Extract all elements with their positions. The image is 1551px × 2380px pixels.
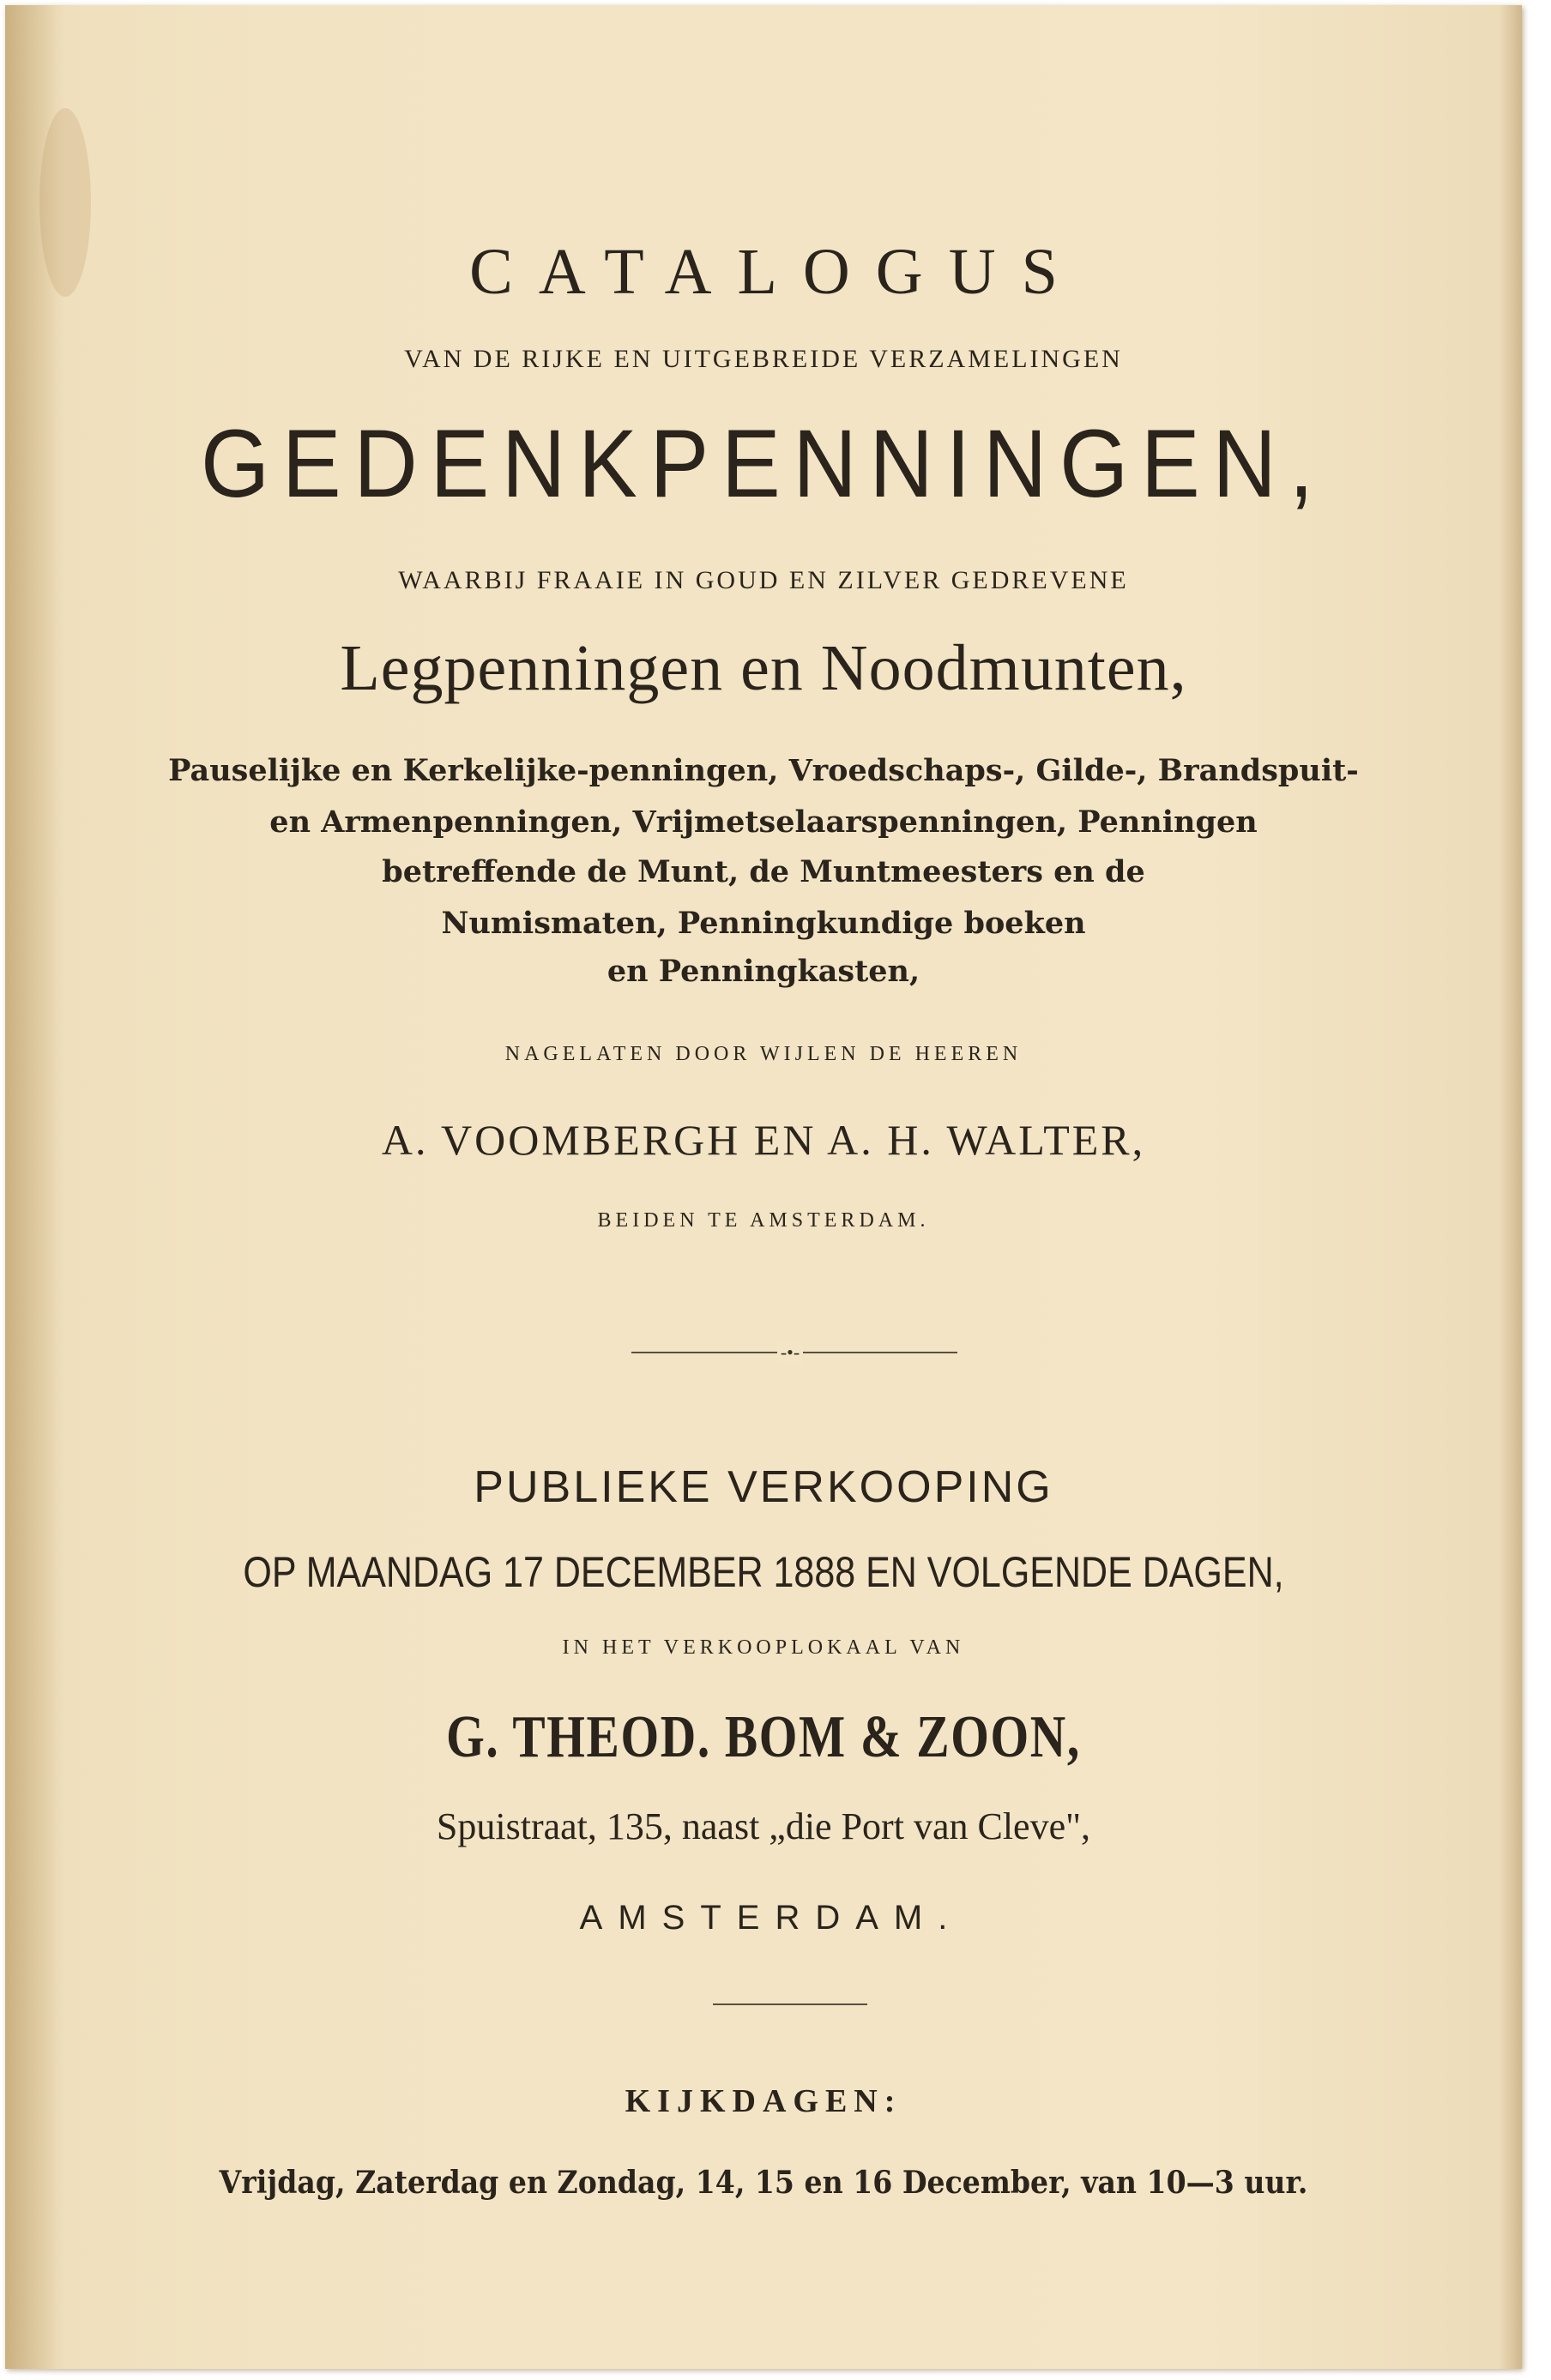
title-page: [5, 5, 1522, 2369]
short-rule: [713, 2003, 867, 2005]
legpenningen-line: Legpenningen en Noodmunten,: [340, 632, 1187, 704]
viewing-days: Vrijdag, Zaterdag en Zondag, 14, 15 en 16 December, van 10—3 uur.: [219, 2165, 1308, 2201]
location-intro: IN HET VERKOOPLOKAAL VAN: [562, 1636, 965, 1659]
divider-ornament: -•-: [777, 1340, 803, 1365]
auction-address: Spuistraat, 135, naast „die Port van Cleve",: [436, 1805, 1091, 1847]
collector-names: A. VOOMBERGH EN A. H. WALTER,: [381, 1116, 1146, 1164]
auction-city: AMSTERDAM.: [579, 1899, 963, 1937]
main-heading: GEDENKPENNINGEN,: [201, 410, 1326, 517]
waarbij-line: WAARBIJ FRAAIE IN GOUD EN ZILVER GEDREVENE: [398, 566, 1129, 594]
description-line: en Armenpenningen, Vrijmetselaarspenningen, Penningen: [269, 804, 1258, 840]
nagelaten-line: NAGELATEN DOOR WIJLEN DE HEEREN: [504, 1043, 1023, 1065]
catalogue-title: CATALOGUS: [469, 236, 1083, 308]
description-line: Pauselijke en Kerkelijke-penningen, Vroedschaps-, Gilde-, Brandspuit-: [168, 753, 1359, 788]
viewing-heading: KIJKDAGEN:: [625, 2083, 902, 2119]
description-line: betreffende de Munt, de Muntmeesters en de: [382, 854, 1145, 889]
auctioneer-name: G. THEOD. BOM & ZOON,: [446, 1704, 1081, 1770]
sale-heading: PUBLIEKE VERKOOPING: [474, 1462, 1053, 1512]
collector-location: BEIDEN TE AMSTERDAM.: [597, 1209, 930, 1232]
description-line: Numismaten, Penningkundige boeken: [441, 906, 1086, 941]
sale-date: OP MAANDAG 17 DECEMBER 1888 EN VOLGENDE DAGEN,: [243, 1548, 1284, 1596]
description-line: en Penningkasten,: [607, 954, 920, 989]
collection-subtitle: VAN DE RIJKE EN UITGEBREIDE VERZAMELINGEN: [404, 345, 1123, 373]
